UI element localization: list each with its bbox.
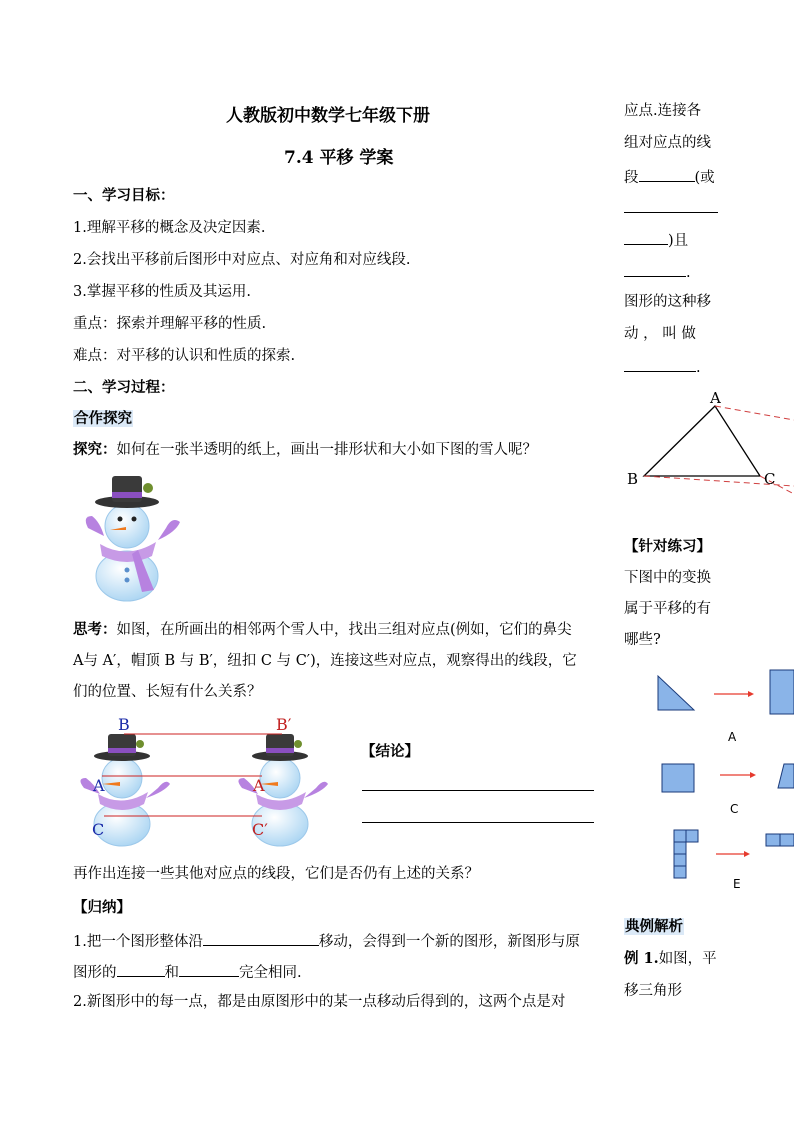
blank-translation[interactable]	[624, 356, 696, 372]
explore-question: 探究：如何在一张半透明的纸上，画出一排形状和大小如下图的雪人呢？	[73, 441, 537, 458]
practice-q3: 哪些?	[624, 632, 661, 648]
blank-or[interactable]	[624, 229, 668, 245]
practice-q1: 下图中的变换	[624, 570, 711, 586]
example-1-line1: 例 1.如图，平	[624, 950, 717, 967]
right-text-9: .	[624, 356, 701, 378]
label-A-prime: A	[253, 776, 265, 795]
label-C: C	[92, 820, 105, 839]
label-C-prime: C′	[252, 820, 268, 839]
section2-heading: 二、学习过程：	[73, 379, 175, 396]
option-E-result	[766, 834, 780, 846]
right-blank-line[interactable]	[624, 212, 718, 213]
conclusion-blank-1[interactable]	[362, 790, 594, 791]
option-C-label: C	[730, 802, 739, 816]
right-text-7: 图形的这种移	[624, 294, 711, 310]
right-text-8: 动 ， 叫 做	[624, 326, 696, 342]
snowman-image	[80, 472, 190, 604]
practice-label: 【针对练习】	[624, 538, 711, 555]
right-text-2: 组对应点的线	[624, 135, 711, 151]
practice-q2: 属于平移的有	[624, 601, 711, 617]
transform-options-figure	[650, 664, 794, 884]
dashed-line-A	[715, 406, 794, 420]
option-A-label: A	[728, 730, 737, 744]
blank-size[interactable]	[179, 961, 239, 977]
summary-label: 【归纳】	[73, 899, 131, 916]
summary-p1-cont: 图形的 和 完全相同.	[73, 961, 302, 983]
key-point: 重点：探索并理解平移的性质.	[73, 316, 267, 332]
option-A-original	[658, 676, 694, 710]
goal-item-2: 2.会找出平移前后图形中对应点、对应角和对应线段.	[73, 252, 411, 268]
option-E-label: E	[733, 877, 741, 891]
snowmen-translation-figure	[72, 712, 342, 852]
summary-p1: 1.把一个图形整体沿 移动，会得到一个新的图形，新图形与原	[73, 930, 580, 952]
goal-item-1: 1.理解平移的概念及决定因素.	[73, 220, 266, 236]
label-B: B	[118, 715, 130, 734]
label-A: A	[93, 776, 105, 795]
right-text-5: )且	[624, 229, 688, 251]
page-subtitle: 7.4 平移 学案	[284, 148, 394, 168]
tri-label-B: B	[627, 470, 639, 488]
tri-label-A: A	[710, 389, 721, 407]
coop-explore-tag: 合作探究	[74, 410, 132, 427]
option-C-result	[778, 764, 794, 788]
think-line-2: A与 A′，帽顶 B 与 B′，纽扣 C 与 C′)，连接这些对应点，观察得出的线段，它	[73, 653, 577, 669]
right-text-1: 应点.连接各	[624, 103, 702, 119]
blank-shape[interactable]	[117, 961, 165, 977]
think-line-1: 思考：如图，在所画出的相邻两个雪人中，找出三组对应点(例如，它们的鼻尖	[73, 621, 572, 638]
blank-direction[interactable]	[203, 930, 319, 946]
example-tag: 典例解析	[625, 918, 683, 935]
option-C-original	[662, 764, 694, 792]
right-text-3: 段 (或	[624, 166, 715, 188]
right-text-6: .	[624, 261, 691, 283]
tri-label-C: C	[764, 470, 776, 488]
option-E-original	[674, 830, 686, 842]
page-title: 人教版初中数学七年级下册	[226, 106, 430, 126]
think-line-3: 们的位置、长短有什么关系？	[73, 684, 262, 700]
again-question: 再作出连接一些其他对应点的线段，它们是否仍有上述的关系？	[73, 866, 479, 882]
blank-equal[interactable]	[624, 261, 686, 277]
goal-item-3: 3.掌握平移的性质及其运用.	[73, 284, 251, 300]
section1-heading: 一、学习目标：	[73, 187, 175, 204]
summary-p2: 2.新图形中的每一点，都是由原图形中的某一点移动后得到的，这两个点是对	[73, 994, 566, 1010]
triangle-ABC	[644, 406, 760, 476]
label-B-prime: B′	[276, 715, 292, 734]
option-A-result	[770, 670, 794, 714]
example-1-line2: 移三角形	[624, 983, 682, 999]
conclusion-blank-2[interactable]	[362, 822, 594, 823]
conclusion-label: 【结论】	[361, 743, 419, 760]
blank-segments[interactable]	[639, 166, 695, 182]
difficult-point: 难点：对平移的认识和性质的探索.	[73, 348, 296, 364]
